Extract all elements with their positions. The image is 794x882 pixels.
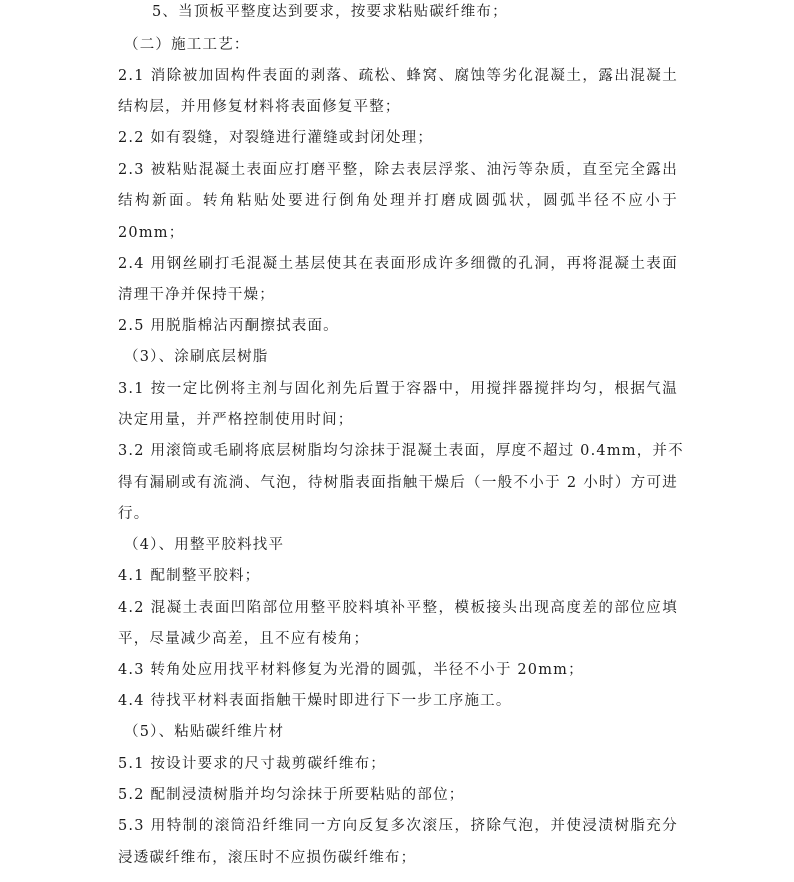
text-line-2-5: 2.5 用脱脂棉沾丙酮擦拭表面。 xyxy=(118,318,339,334)
text-line-4-2a: 4.2 混凝土表面凹陷部位用整平胶料填补平整，模板接头出现高度差的部位应填 xyxy=(118,600,678,616)
text-line-2-4b: 清理干净并保持干燥； xyxy=(118,287,275,303)
section-heading-carbon-fiber: （5）、粘贴碳纤维片材 xyxy=(124,724,285,740)
text-line-4-4: 4.4 待找平材料表面指触干燥时即进行下一步工序施工。 xyxy=(118,693,512,709)
text-line-2-1b: 结构层，并用修复材料将表面修复平整； xyxy=(118,99,401,115)
text-line-1: 5、当顶板平整度达到要求，按要求粘贴碳纤维布； xyxy=(152,4,508,20)
text-line-3-2c: 行。 xyxy=(118,506,150,522)
text-line-2-2: 2.2 如有裂缝，对裂缝进行灌缝或封闭处理； xyxy=(118,130,434,146)
section-heading-construction-process: （二）施工工艺： xyxy=(124,37,250,53)
text-line-3-1a: 3.1 按一定比例将主剂与固化剂先后置于容器中，用搅拌器搅拌均匀，根据气温 xyxy=(118,381,678,397)
text-line-5-3a: 5.3 用特制的滚筒沿纤维同一方向反复多次滚压，挤除气泡，并使浸渍树脂充分 xyxy=(118,818,678,834)
text-line-5-2: 5.2 配制浸渍树脂并均匀涂抹于所要粘贴的部位； xyxy=(118,787,465,803)
text-line-3-2a: 3.2 用滚筒或毛刷将底层树脂均匀涂抹于混凝土表面，厚度不超过 0.4mm，并不 xyxy=(118,443,684,459)
text-line-2-4a: 2.4 用钢丝刷打毛混凝土基层使其在表面形成许多细微的孔洞，再将混凝土表面 xyxy=(118,256,678,272)
text-line-2-1a: 2.1 消除被加固构件表面的剥落、疏松、蜂窝、腐蚀等劣化混凝土，露出混凝土 xyxy=(118,68,678,84)
text-line-4-3: 4.3 转角处应用找平材料修复为光滑的圆弧，半径不小于 20mm； xyxy=(118,662,584,678)
text-line-4-2b: 平，尽量减少高差，且不应有棱角； xyxy=(118,631,370,647)
text-line-2-3a: 2.3 被粘贴混凝土表面应打磨平整，除去表层浮浆、油污等杂质，直至完全露出 xyxy=(118,162,678,178)
text-line-2-3c: 20mm； xyxy=(118,225,185,241)
section-heading-leveling: （4）、用整平胶料找平 xyxy=(124,537,285,553)
text-line-5-1: 5.1 按设计要求的尺寸裁剪碳纤维布； xyxy=(118,756,386,772)
text-line-4-1: 4.1 配制整平胶料； xyxy=(118,568,261,584)
text-line-3-1b: 决定用量，并严格控制使用时间； xyxy=(118,412,354,428)
section-heading-primer-resin: （3）、涂刷底层树脂 xyxy=(124,349,269,365)
text-line-5-3b: 浸透碳纤维布，滚压时不应损伤碳纤维布； xyxy=(118,850,417,866)
text-line-3-2b: 得有漏刷或有流淌、气泡，待树脂表面指触干燥后（一般不小于 2 小时）方可进 xyxy=(118,475,678,491)
text-line-2-3b: 结构新面。转角粘贴处要进行倒角处理并打磨成圆弧状，圆弧半径不应小于 xyxy=(118,193,678,209)
